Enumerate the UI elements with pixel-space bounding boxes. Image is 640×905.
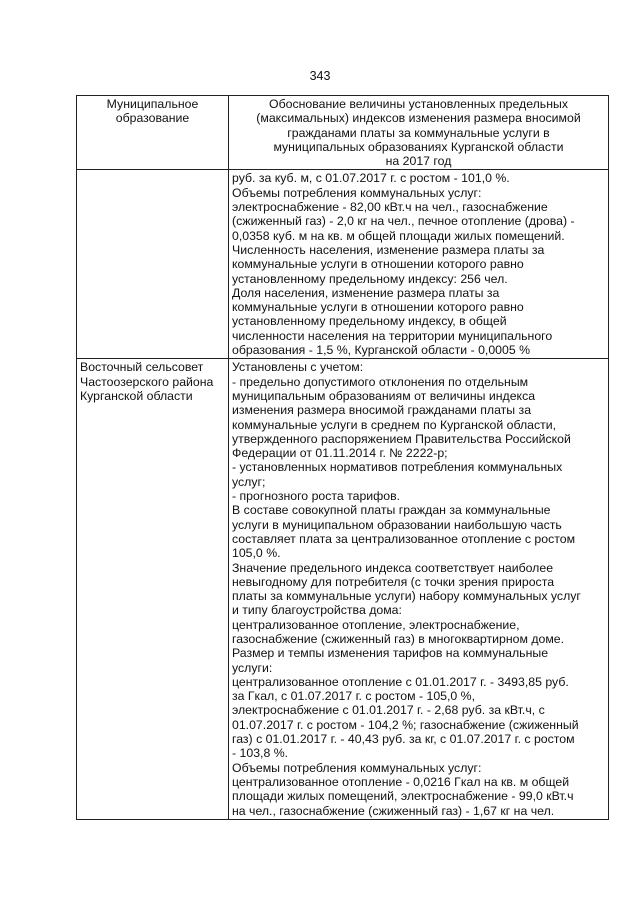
- justification-text-line: 0,0358 куб. м на кв. м общей площади жилых помещений.: [232, 228, 565, 243]
- justification-text-line: электроснабжение с 01.01.2017 г. - 2,68 руб. за кВт.ч, с: [232, 703, 545, 718]
- justification-text-line: централизованное отопление, электроснабжение,: [232, 617, 520, 632]
- justification-text-line: Численность населения, изменение размера платы за: [232, 242, 545, 257]
- justification-text-line: платы за коммунальные услуги) набору коммунальных услуг: [232, 589, 581, 604]
- justification-text-line: 01.07.2017 г. с ростом - 104,2 %; газоснабжение (сжиженный: [232, 717, 579, 732]
- header-justification-line: Обоснование величины установленных предельных: [269, 97, 568, 111]
- justification-text-line: коммунальные услуги в среднем по Курганской области,: [232, 417, 557, 432]
- header-justification-line: муниципальных образованиях Курганской области: [273, 139, 564, 154]
- justification-text-line: В составе совокупной платы граждан за коммунальные: [232, 503, 551, 518]
- justification-text-line: Объемы потребления коммунальных услуг:: [232, 185, 482, 200]
- justification-text-line: утвержденного распоряжением Правительства Российской: [232, 431, 571, 446]
- justification-text-line: услуги:: [232, 660, 273, 675]
- justification-text-line: Размер и темпы изменения тарифов на коммунальные: [232, 646, 549, 661]
- justification-text-line: - 103,8 %.: [232, 746, 289, 761]
- justification-text-line: коммунальные услуги в отношении которого равно: [232, 257, 524, 272]
- justification-text-line: - прогнозного роста тарифов.: [232, 489, 401, 504]
- municipality-name-line: Частоозерского района: [80, 374, 214, 389]
- justification-text-line: услуги в муниципальном образовании наибольшую часть: [232, 517, 562, 532]
- header-municipality-cell: [77, 96, 229, 170]
- justification-text-line: 105,0 %.: [232, 546, 281, 561]
- justification-cell: [229, 359, 609, 820]
- justification-text-line: муниципальным образованиям от величины индекса: [232, 388, 536, 403]
- justification-text-line: невыгодному для потребителя (с точки зрения прироста: [232, 574, 555, 589]
- header-justification-line: (максимальных) индексов изменения размера вносимой: [256, 111, 581, 126]
- justification-text-line: площади жилых помещений, электроснабжение - 99,0 кВт.ч: [232, 789, 574, 804]
- justification-text-line: на чел., газоснабжение (сжиженный газ) - 1,67 кг на чел.: [232, 803, 555, 818]
- justification-text-line: образования - 1,5 %, Курганской области - 0,0005 %: [232, 343, 531, 358]
- justification-text-line: Значение предельного индекса соответствует наиболее: [232, 560, 554, 575]
- justification-text-line: услуг;: [232, 474, 266, 489]
- justification-text-line: газ) с 01.01.2017 г. - 40,43 руб. за кг, с 01.07.2017 г. с ростом: [232, 732, 575, 747]
- municipality-cell: [77, 170, 229, 359]
- justification-table: [76, 95, 609, 820]
- justification-text-line: и типу благоустройства дома:: [232, 603, 402, 618]
- justification-text-line: изменения размера вносимой гражданами платы за: [232, 403, 532, 418]
- justification-text-line: руб. за куб. м, с 01.07.2017 г. с ростом - 101,0 %.: [232, 171, 510, 186]
- justification-text-line: установленному предельному индексу: 256 чел.: [232, 271, 508, 286]
- justification-text-line: централизованное отопление с 01.01.2017 г. - 3493,85 руб.: [232, 674, 569, 689]
- justification-text-line: централизованное отопление - 0,0216 Гкал на кв. м общей: [232, 774, 570, 789]
- municipality-name-line: Курганской области: [80, 388, 193, 403]
- justification-text-line: за Гкал, с 01.07.2017 г. с ростом - 105,0 %,: [232, 689, 476, 704]
- justification-text-line: - предельно допустимого отклонения по отдельным: [232, 374, 529, 389]
- justification-text-line: Объемы потребления коммунальных услуг:: [232, 760, 482, 775]
- justification-text-line: газоснабжение (сжиженный газ) в многоквартирном доме.: [232, 631, 565, 646]
- justification-text-line: коммунальные услуги в отношении которого равно: [232, 300, 524, 315]
- justification-cell: [229, 170, 609, 359]
- justification-text-line: Федерации от 01.11.2014 г. № 2222-р;: [232, 446, 448, 461]
- header-justification-line: на 2017 год: [385, 154, 452, 169]
- justification-text-line: Установлены с учетом:: [232, 360, 364, 375]
- header-municipality-line: образование: [115, 111, 190, 126]
- justification-text-line: - установленных нормативов потребления коммунальных: [232, 460, 563, 475]
- table-row: [77, 170, 609, 359]
- justification-text-line: составляет плата за централизованное отопление с ростом: [232, 531, 576, 546]
- municipality-name-line: Восточный сельсовет: [80, 360, 204, 375]
- header-justification-line: гражданами платы за коммунальные услуги в: [287, 125, 550, 140]
- justification-text-line: (сжиженный газ) - 2,0 кг на чел., печное отопление (дрова) -: [232, 214, 575, 229]
- municipality-cell: [77, 359, 229, 820]
- table-header-row: [77, 96, 609, 170]
- justification-text-line: установленному предельному индексу, в общей: [232, 314, 507, 329]
- header-municipality-line: Муниципальное: [106, 97, 199, 111]
- page-number: 343: [309, 69, 331, 83]
- justification-text-line: электроснабжение - 82,00 кВт.ч на чел., газоснабжение: [232, 200, 548, 215]
- justification-text-line: Доля населения, изменение размера платы за: [232, 285, 500, 300]
- header-justification-cell: [229, 96, 609, 170]
- table-row: [77, 359, 609, 820]
- justification-text-line: численности населения на территории муниципального: [232, 328, 553, 343]
